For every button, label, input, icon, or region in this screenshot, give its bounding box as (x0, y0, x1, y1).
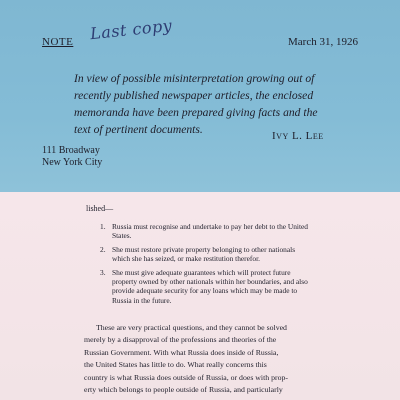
body-line: merely by a disapproval of the professions and theories of the (84, 335, 277, 345)
condition-item (100, 245, 314, 264)
condition-text: She must restore private property belonging to other nationals which she has seized, or make restitution therefor. (112, 244, 296, 264)
note-date: March 31, 1926 (288, 36, 358, 48)
note-text: In view of possible misinterpretation growing out of recently published newspaper articles, the enclosed memoranda have been prepared giving facts and the text of pertinent documents. (74, 72, 318, 136)
conditions-list (100, 222, 314, 309)
signer-name: Ivy L. Lee (272, 130, 324, 142)
condition-item (100, 222, 314, 241)
address-line-city: New York City (42, 157, 103, 168)
handwritten-annotation: Last copy (89, 15, 174, 44)
body-line: country is what Russia does outside of Russia, or does with prop- (84, 372, 288, 382)
condition-item (100, 268, 314, 306)
condition-text: She must give adequate guarantees which will protect future property owned by other nationals within her boundaries, and also provide adequate security for any loans which may be made to Russia in the future. (112, 267, 308, 305)
body-line: the United States has little to do. What really concerns this (84, 360, 267, 370)
body-paragraph (84, 322, 330, 396)
condition-number: 1. (100, 222, 106, 231)
continued-text-fragment: lished— (86, 204, 114, 213)
note-label: NOTE (42, 36, 74, 48)
body-line: erty which belongs to people outside of Russia, and particularly (84, 385, 283, 395)
address (42, 145, 102, 169)
body-line: Russian Government. With what Russia does inside of Russia, (84, 347, 279, 357)
condition-text: Russia must recognise and undertake to pay her debt to the United States. (112, 222, 309, 241)
address-line-street: 111 Broadway (42, 145, 100, 156)
condition-number: 3. (100, 267, 106, 277)
body-line: These are very practical questions, and they cannot be solved (96, 323, 287, 332)
condition-number: 2. (100, 244, 106, 254)
